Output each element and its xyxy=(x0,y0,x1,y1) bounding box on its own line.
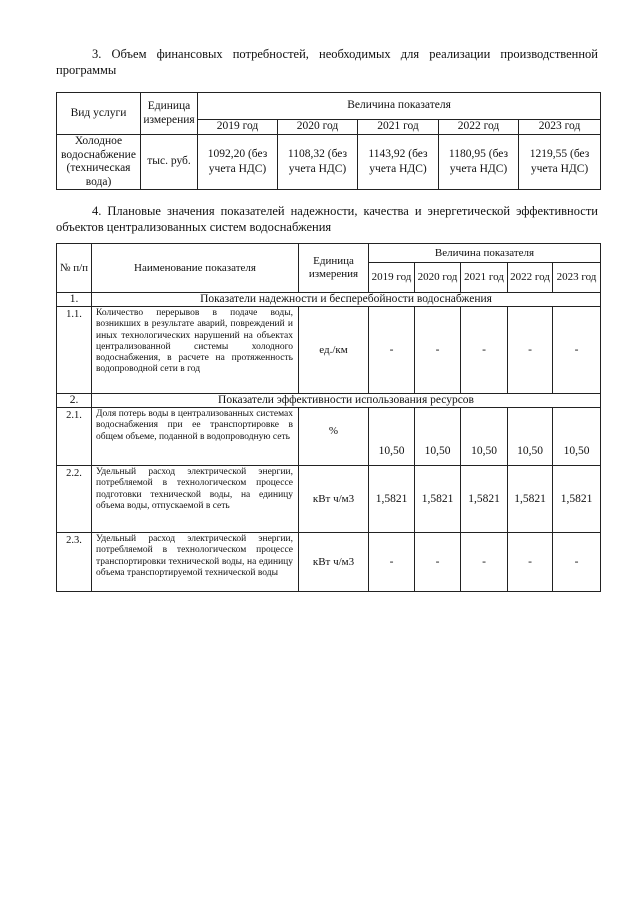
section-title: Показатели эффективности использования ресурсов xyxy=(92,394,601,408)
header-num: № п/п xyxy=(57,244,92,293)
year-header: 2019 год xyxy=(198,120,278,135)
value-cell: - xyxy=(553,533,601,592)
unit-cell: % xyxy=(299,408,369,466)
value-cell: 10,50 xyxy=(415,408,461,466)
value-cell: 1,5821 xyxy=(508,466,553,533)
value-cell: 10,50 xyxy=(369,408,415,466)
year-header: 2022 год xyxy=(439,120,519,135)
value-cell: 1092,20 (без учета НДС) xyxy=(198,135,278,190)
row-number: 1.1. xyxy=(57,307,92,394)
year-header: 2021 год xyxy=(461,263,508,293)
unit-cell: тыс. руб. xyxy=(141,135,198,190)
section-3-heading xyxy=(56,46,598,78)
value-cell: 1108,32 (без учета НДС) xyxy=(278,135,358,190)
year-header: 2021 год xyxy=(358,120,439,135)
section-3-title: 3. Объем финансовых потребностей, необходимых для реализации производственной программы xyxy=(56,47,598,77)
row-number: 2.2. xyxy=(57,466,92,533)
indicator-name: Удельный расход электрической энергии, потребляемой в технологическом процессе транспортировки технической воды, на единицу объема транспортируемой технической воды xyxy=(92,533,299,592)
value-cell: 1,5821 xyxy=(553,466,601,533)
section-4-title: 4. Плановые значения показателей надежности, качества и энергетической эффективности объектов централизованных систем водоснабжения xyxy=(56,204,598,234)
year-header: 2020 год xyxy=(278,120,358,135)
value-cell: 1,5821 xyxy=(415,466,461,533)
header-name: Наименование показателя xyxy=(92,244,299,293)
value-cell: - xyxy=(461,307,508,394)
section-title: Показатели надежности и бесперебойности водоснабжения xyxy=(92,293,601,307)
indicators-table xyxy=(56,243,601,592)
value-cell: - xyxy=(508,307,553,394)
value-cell: - xyxy=(415,533,461,592)
service-name: Холодное водоснабжение (техническая вода) xyxy=(57,135,141,190)
unit-cell: кВт ч/м3 xyxy=(299,533,369,592)
value-cell: 10,50 xyxy=(461,408,508,466)
value-cell: - xyxy=(415,307,461,394)
indicator-name: Количество перерывов в подаче воды, возникших в результате аварий, повреждений и иных технологических нарушений на объектах централизованной системы холодного водоснабжения, в расчете на протяженность водопроводной сети в год xyxy=(92,307,299,394)
unit-cell: ед./км xyxy=(299,307,369,394)
indicator-name: Доля потерь воды в централизованных системах водоснабжения при ее транспортировке в общем объеме, поданной в водопроводную сеть xyxy=(92,408,299,466)
value-cell: 1143,92 (без учета НДС) xyxy=(358,135,439,190)
indicator-name: Удельный расход электрической энергии, потребляемой в технологическом процессе подготовки технической воды, на единицу объема воды, отпускаемой в сеть xyxy=(92,466,299,533)
value-cell: - xyxy=(553,307,601,394)
header-service: Вид услуги xyxy=(57,93,141,135)
value-cell: - xyxy=(369,307,415,394)
section-number: 2. xyxy=(57,394,92,408)
value-cell: 1180,95 (без учета НДС) xyxy=(439,135,519,190)
header-indicator: Величина показателя xyxy=(369,244,601,263)
header-unit: Единица измерения xyxy=(141,93,198,135)
year-header: 2023 год xyxy=(519,120,601,135)
value-cell: 1,5821 xyxy=(461,466,508,533)
section-4-heading xyxy=(56,203,598,235)
value-cell: - xyxy=(369,533,415,592)
value-cell: 1,5821 xyxy=(369,466,415,533)
header-unit: Единица измерения xyxy=(299,244,369,293)
value-cell: - xyxy=(461,533,508,592)
unit-cell: кВт ч/м3 xyxy=(299,466,369,533)
row-number: 2.1. xyxy=(57,408,92,466)
section-number: 1. xyxy=(57,293,92,307)
year-header: 2019 год xyxy=(369,263,415,293)
value-cell: 1219,55 (без учета НДС) xyxy=(519,135,601,190)
year-header: 2023 год xyxy=(553,263,601,293)
financial-needs-table xyxy=(56,92,601,190)
value-cell: - xyxy=(508,533,553,592)
value-cell: 10,50 xyxy=(553,408,601,466)
row-number: 2.3. xyxy=(57,533,92,592)
year-header: 2020 год xyxy=(415,263,461,293)
header-indicator: Величина показателя xyxy=(198,93,601,120)
value-cell: 10,50 xyxy=(508,408,553,466)
year-header: 2022 год xyxy=(508,263,553,293)
